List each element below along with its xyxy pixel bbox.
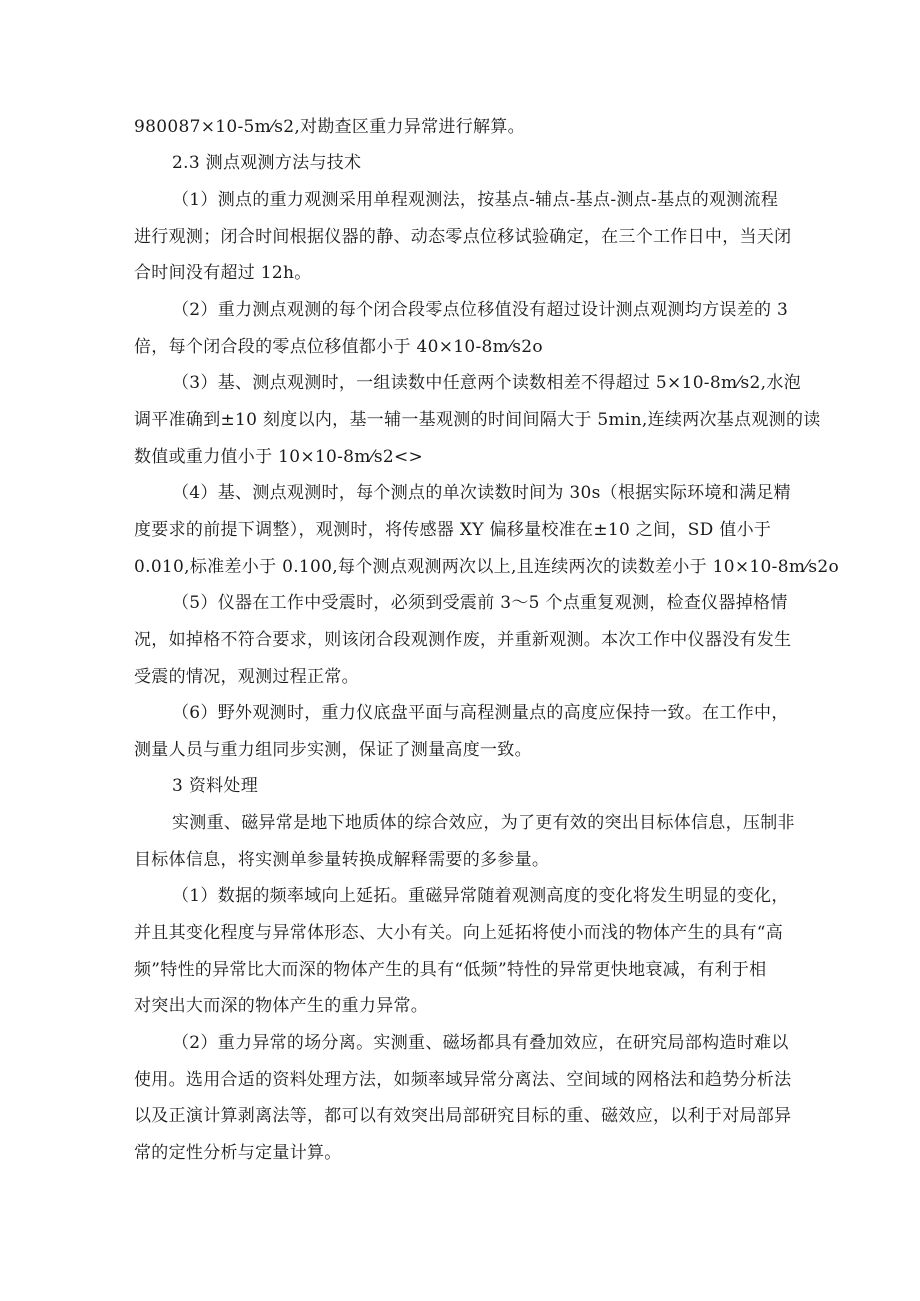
text-line: 频”特性的异常比大而深的物体产生的具有“低频”特性的异常更快地衰减，有利于相	[134, 960, 767, 980]
text-line: 0.010,标准差小于 0.100,每个测点观测两次以上,且连续两次的读数差小于 10×10-8m⁄s2o	[134, 557, 840, 577]
text-line: （2）重力测点观测的每个闭合段零点位移值没有超过设计测点观测均方误差的 3	[172, 300, 789, 320]
text-line: 980087×10-5m⁄s2,对勘查区重力异常进行解算。	[134, 117, 525, 137]
text-line: 以及正演计算剥离法等，都可以有效突出局部研究目标的重、磁效应，以利于对局部异	[134, 1106, 792, 1126]
text-line: （5）仪器在工作中受震时，必须到受震前 3～5 个点重复观测，检查仪器掉格情	[172, 593, 788, 613]
text-line: （1）数据的频率域向上延拓。重磁异常随着观测高度的变化将发生明显的变化，	[172, 886, 789, 906]
text-line: 进行观测；闭合时间根据仪器的静、动态零点位移试验确定，在三个工作日中，当天闭	[134, 227, 792, 247]
text-line: 使用。选用合适的资料处理方法，如频率域异常分离法、空间域的网格法和趋势分析法	[134, 1070, 792, 1090]
text-line: 倍，每个闭合段的零点位移值都小于 40×10-8m⁄s2o	[134, 337, 543, 357]
text-line: 常的定性分析与定量计算。	[134, 1143, 342, 1163]
text-line: （2）重力异常的场分离。实测重、磁场都具有叠加效应，在研究局部构造时难以	[172, 1033, 789, 1053]
text-line: 受震的情况，观测过程正常。	[134, 667, 359, 687]
text-line: 对突出大而深的物体产生的重力异常。	[134, 996, 429, 1016]
text-line: （6）野外观测时，重力仪底盘平面与高程测量点的高度应保持一致。在工作中，	[172, 703, 789, 723]
text-line: 实测重、磁异常是地下地质体的综合效应，为了更有效的突出目标体信息，压制非	[172, 813, 795, 833]
text-line: （3）基、测点观测时，一组读数中任意两个读数相差不得超过 5×10-8m⁄s2,水泡	[172, 373, 801, 393]
text-line: （1）测点的重力观测采用单程观测法，按基点-辅点-基点-测点-基点的观测流程	[172, 190, 779, 210]
text-line: 调平准确到±10 刻度以内，基一辅一基观测的时间间隔大于 5min,连续两次基点观测的读	[134, 410, 821, 430]
text-line: 度要求的前提下调整），观测时，将传感器 XY 偏移量校准在±10 之间，SD 值小于	[134, 520, 772, 540]
text-line: （4）基、测点观测时，每个测点的单次读数时间为 30s（根据实际环境和满足精	[172, 483, 791, 503]
text-line: 目标体信息，将实测单参量转换成解释需要的多参量。	[134, 850, 550, 870]
text-line: 数值或重力值小于 10×10-8m⁄s2<>	[134, 447, 424, 467]
section-heading: 3 资料处理	[172, 776, 259, 796]
text-line: 并且其变化程度与异常体形态、大小有关。向上延拓将使小而浅的物体产生的具有“高	[134, 923, 784, 943]
text-line: 测量人员与重力组同步实测，保证了测量高度一致。	[134, 740, 532, 760]
text-line: 合时间没有超过 12h。	[134, 263, 312, 283]
section-heading: 2.3 测点观测方法与技术	[172, 153, 362, 173]
text-line: 况，如掉格不符合要求，则该闭合段观测作废，并重新观测。本次工作中仪器没有发生	[134, 630, 792, 650]
